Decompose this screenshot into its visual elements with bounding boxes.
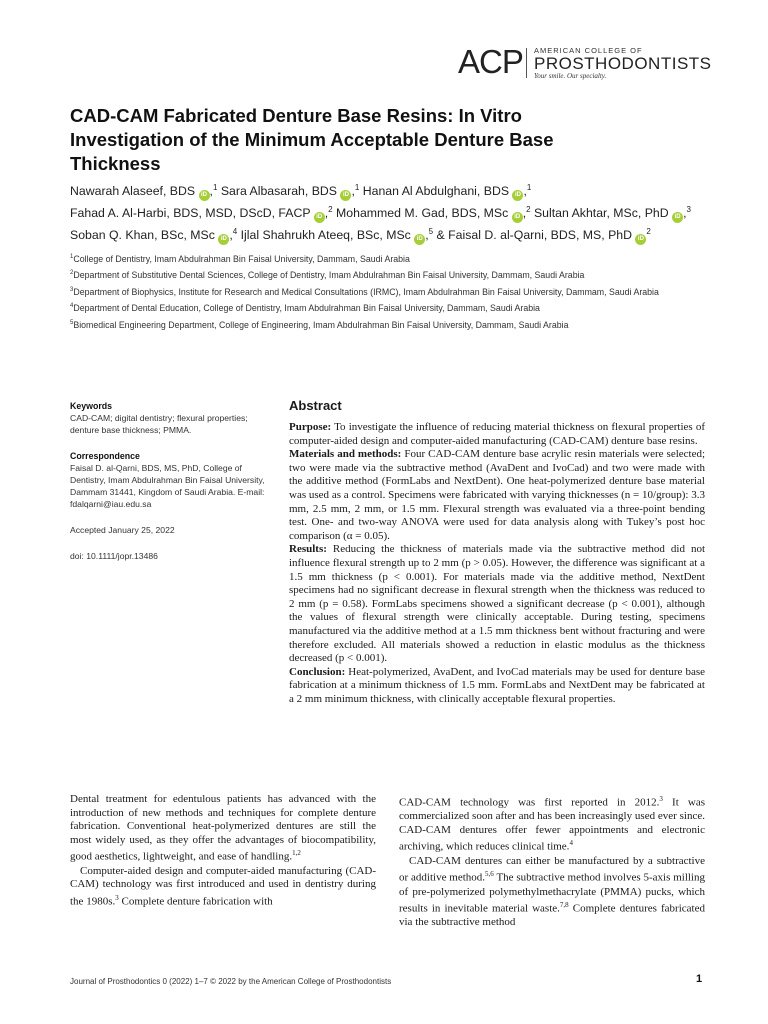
author-name: Ijlal Shahrukh Ateeq, BSc, MSc bbox=[240, 228, 411, 243]
abstract-purpose-text: To investigate the influence of reducing material thickness on flexural properties of computer-aided design and computer-aided manufacturing (CAD-CAM) denture base resins. bbox=[289, 421, 705, 447]
body-text: CAD-CAM dentures can either be manufactured by a subtractive or additive method. bbox=[399, 854, 705, 884]
affiliation-number: 2 bbox=[70, 270, 74, 277]
body-paragraph bbox=[70, 865, 376, 909]
keywords-heading: Keywords bbox=[70, 401, 113, 411]
orcid-icon[interactable]: iD bbox=[314, 212, 325, 223]
author-affiliation: 2 bbox=[646, 227, 651, 237]
affiliation-item bbox=[70, 268, 710, 281]
logo-org-line2: PROSTHODONTISTS bbox=[534, 54, 712, 73]
author-affiliation: 1 bbox=[212, 183, 218, 192]
citation-ref[interactable]: 1,2 bbox=[292, 849, 301, 858]
affiliation-text: Department of Dental Education, College of Dentistry, Imam Abdulrahman Bin Faisal University, Dammam, Saudi Arabia bbox=[73, 303, 540, 314]
citation-ref[interactable]: 3 bbox=[659, 795, 663, 803]
abstract-conclusion-label: Conclusion: bbox=[289, 665, 346, 678]
orcid-icon[interactable]: iD bbox=[218, 234, 229, 245]
abstract-results-label: Results: bbox=[289, 543, 327, 556]
affiliation-item bbox=[70, 285, 710, 298]
author-list: Nawarah Alaseef, BDS iD ,$^1$ Sara Albasarah, BDS iD ,$^1$ Hanan Al Abdulghani, BDS iD ,$^1$ Fahad A. Al-Harbi, BDS, MSD, DScD, FACP iD ,$^2$ Mohammed M. Gad, BDS, MSc iD ,$^2$ Sultan Akhtar, MSc, PhD iD ,$^3$ Soban Q. Khan, BSc, MSc iD ,$^4$ Ijlal Shahrukh Ateeq, BSc, MSc iD ,$^5$ & Faisal D. al-Qarni, BDS, MS, PhD $iD^2$ bbox=[70, 179, 710, 245]
abstract-section bbox=[289, 398, 705, 706]
body-column-right bbox=[399, 793, 705, 930]
orcid-icon[interactable]: iD bbox=[340, 190, 351, 201]
citation-ref[interactable]: 5,6 bbox=[485, 870, 494, 879]
author-affiliation: 3 bbox=[686, 205, 691, 215]
citation-ref[interactable]: 3 bbox=[115, 893, 119, 902]
affiliation-text: Department of Biophysics, Institute for Research and Medical Consultations (IRMC), Imam Abdulrahman Bin Faisal University, Dammam, Saudi Arabia bbox=[73, 286, 659, 297]
abstract-methods-label: Materials and methods: bbox=[289, 448, 402, 461]
body-paragraph bbox=[399, 855, 705, 930]
author-name: Sultan Akhtar, MSc, PhD bbox=[533, 206, 669, 221]
abstract-purpose bbox=[289, 421, 705, 448]
body-text: Dental treatment for edentulous patients has advanced with the introduction of new methods and techniques for complete denture fabrication. Conventional heat-polymerized dentures are still the most widely used, as they offer the advantages of biocompatibility, good aesthetics, lightweight, and ease of handling. bbox=[70, 793, 376, 864]
body-column-left bbox=[70, 793, 376, 909]
author-affiliation: 2 bbox=[328, 205, 333, 215]
orcid-icon[interactable]: iD bbox=[199, 190, 210, 201]
abstract-conclusion bbox=[289, 666, 705, 707]
logo-divider bbox=[526, 48, 527, 78]
article-title: CAD-CAM Fabricated Denture Base Resins: In Vitro Investigation of the Minimum Acceptable Denture Base Thickness bbox=[70, 105, 554, 174]
abstract-results-text: Reducing the thickness of materials made via the subtractive method did not influence flexural strength up to 2 mm (p > 0.05). However, the difference was significant at a 1.5 mm thickness (p < 0.001). For materials made via the additive method, NextDent specimens had no significant decrease in flexural strength when the thickness was reduced to 2 mm (p = 0.58). FormLabs specimens showed a significant decrease (p < 0.001), although the values of flexural strength were clinically acceptable. During testing, specimens manufactured via the additive method at a 1.5 mm thickness bent without fracturing and were therefore excluded. All materials showed a reduction in elastic modulus as the thickness decreased (p < 0.001). bbox=[289, 543, 706, 665]
citation-ref[interactable]: 7,8 bbox=[559, 901, 569, 910]
body-text: Computer-aided design and computer-aided manufacturing (CAD-CAM) technology was first introduced and used in dentistry during the 1980s. bbox=[70, 864, 376, 908]
orcid-icon[interactable]: iD bbox=[635, 234, 646, 245]
affiliation-number: 4 bbox=[70, 303, 74, 310]
body-text: Complete dentures fabricated via the subtractive method bbox=[399, 902, 705, 929]
body-paragraph bbox=[70, 793, 376, 865]
logo-org-line1: AMERICAN COLLEGE OF bbox=[534, 46, 643, 55]
author-name: Sara Albasarah, BDS bbox=[220, 184, 338, 199]
body-paragraph bbox=[399, 793, 705, 855]
correspondence-heading: Correspondence bbox=[70, 451, 140, 461]
affiliation-number: 1 bbox=[70, 254, 74, 260]
keywords-text: CAD-CAM; digital dentistry; flexural properties; denture base thickness; PMMA. bbox=[70, 413, 248, 435]
correspondence-text: Faisal D. al-Qarni, BDS, MS, PhD, College of Dentistry, Imam Abdulrahman Bin Faisal University, Dammam 31441, Kingdom of Saudi Arabia. E-mail: fdalqarni@iau.edu.sa bbox=[70, 463, 265, 509]
affiliation-text: Biomedical Engineering Department, College of Engineering, Imam Abdulrahman Bin Faisal University, Dammam, Saudi Arabia bbox=[73, 319, 569, 330]
abstract-heading: Abstract bbox=[289, 398, 342, 413]
affiliation-item bbox=[70, 301, 710, 314]
abstract-methods-text: Four CAD-CAM denture base acrylic resin materials were selected; two were made via the subtractive method (AvaDent and IvoCad) and two were made with the additive method (FormLabs and NextDent). One heat-polymerized denture base material was used as a control. Specimens were fabricated with varying thicknesses (n = 10/group): 3.3 mm, 2.5 mm, 2 mm, or 1.5 mm. Flexural strength was evaluated via a three-point bending test. One- and two-way ANOVA were used for data analysis along with Tukey’s post hoc comparison (α = 0.05). bbox=[289, 448, 706, 542]
author-name: Faisal D. al-Qarni, BDS, MS, PhD bbox=[448, 228, 632, 243]
citation-ref[interactable]: 4 bbox=[569, 839, 573, 848]
affiliation-item bbox=[70, 252, 710, 265]
author-affiliation: 4 bbox=[232, 227, 238, 237]
accepted-date: Accepted January 25, 2022 bbox=[70, 525, 175, 535]
affiliation-text: College of Dentistry, Imam Abdulrahman Bin Faisal University, Dammam, Saudi Arabia bbox=[73, 253, 410, 264]
author-name: Soban Q. Khan, BSc, MSc bbox=[70, 228, 215, 243]
author-name: Hanan Al Abdulghani, BDS bbox=[362, 184, 510, 199]
logo-mark: ACP bbox=[458, 43, 523, 80]
body-text: CAD-CAM technology was first reported in 2012. bbox=[399, 796, 660, 809]
author-affiliation: 1 bbox=[526, 183, 532, 192]
page-footer: Journal of Prosthodontics 0 (2022) 1–7 © 2022 by the American College of Prosthodontists bbox=[70, 977, 392, 986]
orcid-icon[interactable]: iD bbox=[512, 212, 523, 223]
author-affiliation: 2 bbox=[526, 205, 531, 215]
body-text: Complete denture fabrication with bbox=[118, 895, 273, 908]
body-text: The subtractive method involves 5-axis milling of pre-polymerized polymethylmethacrylate (PMMA) pucks, which results in inevitable material waste. bbox=[399, 871, 705, 915]
orcid-icon[interactable]: iD bbox=[414, 234, 425, 245]
affiliation-text: Department of Substitutive Dental Sciences, College of Dentistry, Imam Abdulrahman Bin Faisal University, Dammam, Saudi Arabia bbox=[73, 270, 585, 281]
logo-tagline: Your smile. Our specialty. bbox=[534, 72, 607, 80]
doi-link[interactable]: doi: 10.1111/jopr.13486 bbox=[70, 551, 158, 561]
article-sidebar bbox=[70, 400, 270, 576]
abstract-purpose-label: Purpose: bbox=[289, 421, 332, 433]
author-name: Nawarah Alaseef, BDS bbox=[70, 184, 196, 199]
author-affiliation: 5 bbox=[428, 227, 434, 237]
affiliation-list bbox=[70, 252, 710, 334]
orcid-icon[interactable]: iD bbox=[672, 212, 683, 223]
affiliation-item bbox=[70, 318, 710, 331]
affiliation-number: 3 bbox=[70, 286, 74, 293]
abstract-methods bbox=[289, 448, 705, 543]
abstract-results bbox=[289, 543, 705, 665]
page-number: 1 bbox=[696, 973, 703, 985]
author-affiliation: 1 bbox=[354, 183, 360, 192]
orcid-icon[interactable]: iD bbox=[512, 190, 523, 201]
acp-logo bbox=[458, 43, 712, 84]
author-name: Mohammed M. Gad, BDS, MSc bbox=[336, 206, 509, 221]
abstract-conclusion-text: Heat-polymerized, AvaDent, and IvoCad materials may be used for denture base fabrication at a minimum thickness of 1.5 mm. FormLabs and NextDent may be fabricated at a 2 mm minimum thickness, with clinically acceptable flexural properties. bbox=[289, 665, 705, 705]
affiliation-number: 5 bbox=[70, 319, 74, 326]
body-text: It was commercialized soon after and has been increasingly used ever since. CAD-CAM dentures offer fewer appointments and electronic archiving, which reduces clinical time. bbox=[399, 796, 705, 854]
author-name: Fahad A. Al-Harbi, BDS, MSD, DScD, FACP bbox=[70, 206, 311, 221]
